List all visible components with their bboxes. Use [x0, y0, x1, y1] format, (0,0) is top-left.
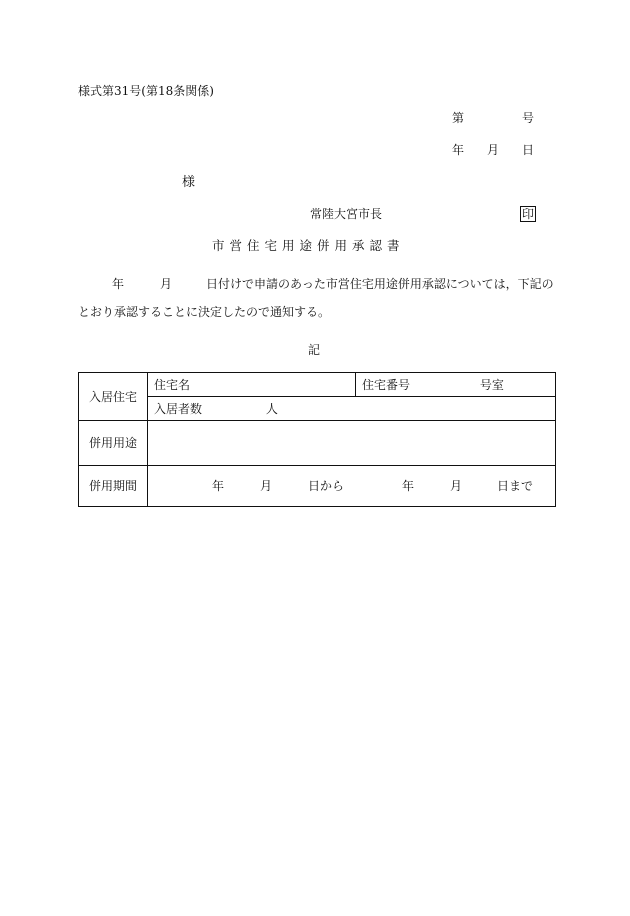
form-number: 様式第31号(第18条関係) — [78, 84, 214, 98]
document-title: 市営住宅用途併用承認書 — [212, 238, 405, 253]
period-from-month: 月 — [260, 479, 273, 493]
period-to-month: 月 — [450, 479, 463, 493]
approval-table — [78, 372, 556, 507]
addressee: 様 — [182, 175, 196, 190]
use-value-cell — [148, 421, 556, 466]
body-month: 月 — [160, 277, 173, 291]
room-suffix: 号室 — [479, 377, 504, 392]
occupants-label: 入居者数 — [154, 401, 203, 416]
period-from-day: 日から — [308, 479, 345, 493]
period-to-year: 年 — [402, 479, 415, 493]
period-value-cell — [148, 466, 556, 507]
date-day: 日 — [522, 143, 535, 157]
period-header: 併用期間 — [79, 466, 148, 507]
ki-heading: 記 — [308, 343, 321, 357]
date-month: 月 — [487, 143, 500, 157]
date-year: 年 — [452, 143, 465, 157]
seal-mark — [520, 206, 536, 222]
body-line-1: 日付けで申請のあった市営住宅用途併用承認については，下記の — [206, 277, 554, 291]
body-year: 年 — [112, 277, 125, 291]
occupants-cell — [148, 397, 556, 421]
seal-label: 印 — [522, 207, 535, 221]
table-row-residence-2 — [79, 397, 556, 421]
period-to-day: 日まで — [497, 479, 534, 493]
persons-suffix: 人 — [265, 401, 278, 416]
body-line-2: とおり承認することに決定したので通知する。 — [78, 305, 331, 319]
table-row-period — [79, 466, 556, 507]
doc-number-go: 号 — [522, 111, 535, 125]
table-row-use — [79, 421, 556, 466]
doc-number-dai: 第 — [452, 111, 465, 125]
use-header: 併用用途 — [79, 421, 148, 466]
house-number-label: 住宅番号 — [362, 377, 411, 392]
issuer-name: 常陸大宮市長 — [310, 207, 383, 221]
house-number-cell — [356, 373, 556, 397]
house-name-cell — [148, 373, 356, 397]
house-name-label: 住宅名 — [154, 377, 191, 392]
period-from-year: 年 — [212, 479, 225, 493]
residence-header: 入居住宅 — [79, 373, 148, 421]
table-row-residence-1 — [79, 373, 556, 397]
